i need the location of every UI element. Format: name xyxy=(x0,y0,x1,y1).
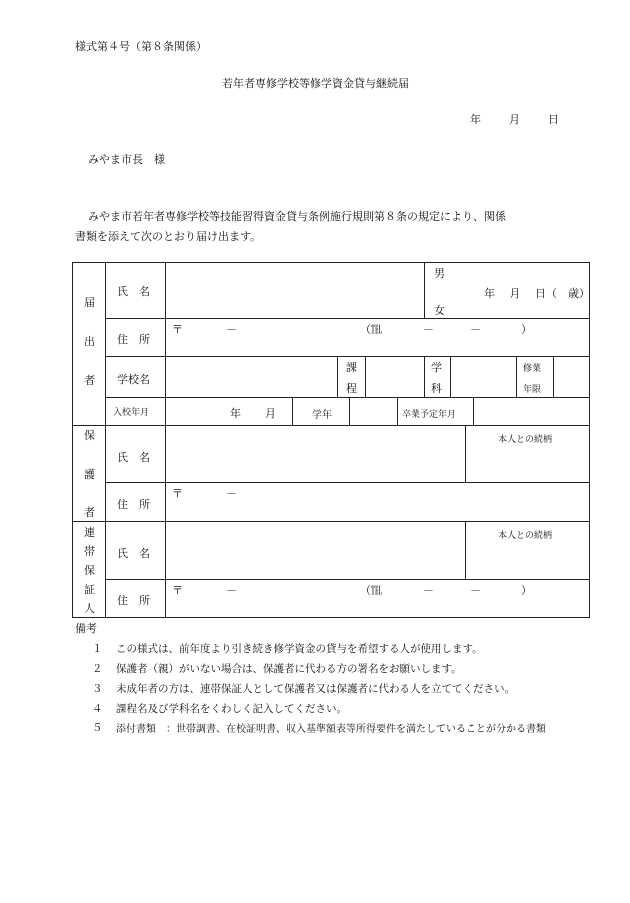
guarantor-tel-dash-2: － xyxy=(470,584,481,597)
guarantor-section-char-2: 帯 xyxy=(84,545,95,558)
dept-label-1: 学 xyxy=(431,361,442,374)
note-number: ５ xyxy=(92,722,103,734)
guarantor-tel-open: （℡ xyxy=(360,584,382,597)
guardian-section-char-3: 者 xyxy=(84,506,95,519)
gender-male[interactable]: 男 xyxy=(434,267,445,280)
applicant-section-char-2: 出 xyxy=(84,335,95,348)
enroll-year-label: 年 xyxy=(230,407,241,420)
applicant-tel-close: ） xyxy=(521,323,532,336)
note-text: 添付書類 ：世帯調書、在校証明書、収入基準額表等所得要件を満たしていることが分かる書類 xyxy=(116,724,546,735)
guarantor-section-char-5: 人 xyxy=(84,602,95,615)
addressee: みやま市長 様 xyxy=(88,153,165,166)
guardian-section-char-2: 護 xyxy=(84,468,95,481)
intro-line-2: 書類を添えて次のとおり届け出ます。 xyxy=(75,230,262,243)
applicant-section-char-1: 届 xyxy=(84,296,95,309)
guarantor-section-char-1: 連 xyxy=(84,526,95,539)
course-label-2: 程 xyxy=(346,382,357,395)
applicant-tel-dash-2: － xyxy=(470,323,481,336)
enroll-date-label: 入校年月 xyxy=(113,408,150,418)
note-number: ２ xyxy=(92,663,103,675)
guardian-address-label: 住 所 xyxy=(117,498,150,511)
study-period-label-2: 年限 xyxy=(523,385,542,395)
note-number: ４ xyxy=(92,703,103,715)
guarantor-relation-label: 本人との続柄 xyxy=(498,531,553,541)
guardian-relation-label: 本人との続柄 xyxy=(498,435,553,445)
notes-heading: 備考 xyxy=(75,622,97,635)
enroll-month-label: 月 xyxy=(265,407,276,420)
note-text: 未成年者の方は、連帯保証人として保護者又は保護者に代わる人を立ててください。 xyxy=(116,683,515,695)
applicant-tel-open: （℡ xyxy=(360,323,382,336)
date-year-label: 年 xyxy=(470,113,481,126)
study-period-label-1: 修業 xyxy=(523,364,542,374)
applicant-postal-mark: 〒 xyxy=(172,323,183,336)
applicant-name-label: 氏 名 xyxy=(117,285,150,298)
guardian-name-label: 氏 名 xyxy=(117,451,150,464)
note-text: この様式は、前年度より引き続き修学資金の貸与を希望する人が使用します。 xyxy=(116,643,483,655)
note-text: 課程名及び学科名をくわしく記入してください。 xyxy=(116,703,347,715)
date-day-label: 日 xyxy=(548,113,559,126)
applicant-address-label: 住 所 xyxy=(117,333,150,346)
dept-label-2: 科 xyxy=(431,382,442,395)
guarantor-section-char-3: 保 xyxy=(84,564,95,577)
guarantor-address-label: 住 所 xyxy=(117,594,150,607)
form-number: 様式第４号（第８条関係） xyxy=(75,40,207,53)
applicant-section-char-3: 者 xyxy=(84,374,95,387)
guardian-section-char-1: 保 xyxy=(84,429,95,442)
guarantor-postal-dash: － xyxy=(226,584,237,597)
form-title: 若年者専修学校等修学資金貸与継続届 xyxy=(222,77,409,90)
course-label-1: 課 xyxy=(346,361,357,374)
applicant-tel-dash-1: － xyxy=(423,323,434,336)
guarantor-tel-dash-1: － xyxy=(423,584,434,597)
guarantor-tel-close: ） xyxy=(521,584,532,597)
gender-female[interactable]: 女 xyxy=(434,304,445,317)
note-number: １ xyxy=(92,643,103,655)
grade-label: 学年 xyxy=(312,410,332,421)
guarantor-section-char-4: 証 xyxy=(84,583,95,596)
date-month-label: 月 xyxy=(509,113,520,126)
guarantor-postal-mark: 〒 xyxy=(172,584,183,597)
note-number: ３ xyxy=(92,683,103,695)
intro-line-1: みやま市若年者専修学校等技能習得資金貸与条例施行規則第８条の規定により、関係 xyxy=(88,210,506,223)
note-text: 保護者（親）がいない場合は、保護者に代わる方の署名をお願いします。 xyxy=(116,663,462,675)
guardian-postal-dash: － xyxy=(226,487,237,500)
graduation-date-label: 卒業予定年月 xyxy=(402,410,457,420)
guardian-postal-mark: 〒 xyxy=(172,487,183,500)
school-name-label: 学校名 xyxy=(117,373,150,386)
applicant-postal-dash: － xyxy=(226,323,237,336)
birth-date: 年 月 日（ 歳） xyxy=(484,287,590,300)
guarantor-name-label: 氏 名 xyxy=(117,547,150,560)
